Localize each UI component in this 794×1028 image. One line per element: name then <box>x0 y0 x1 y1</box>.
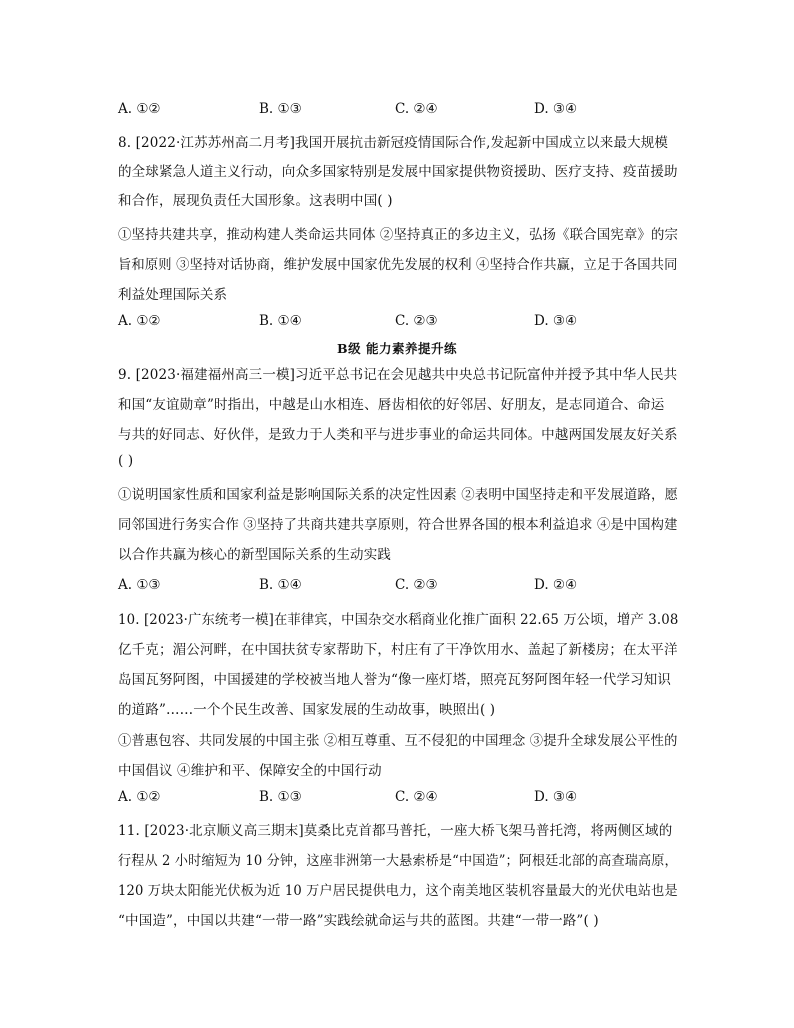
q11-stem-line: “中国造”，中国以共建“一带一路”实践绘就命运与共的蓝图。共建“一带一路”( ) <box>118 913 599 929</box>
q9-statement-line: 同邻国进行务实合作 ③坚持了共商共建共享原则，符合世界各国的根本利益追求 ④是中国构建 <box>118 517 678 533</box>
q8-option-a[interactable]: A. ①② <box>118 313 161 329</box>
q10-option-a[interactable]: A. ①② <box>118 789 161 805</box>
q10-stem-line: 亿千克；湄公河畔，在中国扶贫专家帮助下，村庄有了干净饮用水、盖起了新楼房；在太平洋 <box>118 642 678 658</box>
q9-statement-line: 以合作共赢为核心的新型国际关系的生动实践 <box>118 547 391 563</box>
q10-statement-line: 中国倡议 ④维护和平、保障安全的中国行动 <box>118 763 382 779</box>
q8-option-b[interactable]: B. ①④ <box>259 313 302 329</box>
q8-statement-line: 旨和原则 ③坚持对话协商，维护发展中国家优先发展的权利 ④坚持合作共赢，立足于各国共同 <box>118 257 678 273</box>
q10-stem-line: 10. [2023·广东统考一模]在菲律宾，中国杂交水稻商业化推广面积 22.65 万公顷，增产 3.08 <box>118 612 679 628</box>
q10-option-b[interactable]: B. ①③ <box>259 789 302 805</box>
q7-option-c[interactable]: C. ②④ <box>395 101 438 117</box>
q7-option-d[interactable]: D. ③④ <box>534 101 578 117</box>
q11-stem-line: 11. [2023·北京顺义高三期末]莫桑比克首都马普托，一座大桥飞架马普托湾，将两侧区域的 <box>118 823 673 839</box>
q9-option-b[interactable]: B. ①④ <box>259 577 302 593</box>
q9-stem-line: ( ) <box>118 453 134 469</box>
q11-stem-line: 120 万块太阳能光伏板为近 10 万户居民提供电力，这个南美地区装机容量最大的光伏电站也是 <box>118 883 678 899</box>
q9-statement-line: ①说明国家性质和国家利益是影响国际关系的决定性因素 ②表明中国坚持走和平发展道路，愿 <box>118 487 679 503</box>
q10-option-c[interactable]: C. ②④ <box>395 789 438 805</box>
q10-option-d[interactable]: D. ③④ <box>534 789 578 805</box>
q8-stem-line: 和合作，展现负责任大国形象。这表明中国( ) <box>118 193 393 209</box>
q9-option-a[interactable]: A. ①③ <box>118 577 161 593</box>
q7-option-a[interactable]: A. ①② <box>118 101 161 117</box>
section-heading: B级 能力素养提升练 <box>337 341 457 356</box>
q8-options <box>118 313 678 333</box>
q9-stem-line: 和国“友谊勋章”时指出，中越是山水相连、唇齿相依的好邻居、好朋友，是志同道合、命运 <box>118 397 665 413</box>
q10-stem-line: 的道路”……一个个民生改善、国家发展的生动故事，映照出( ) <box>118 702 496 718</box>
q9-stem-line: 与共的好同志、好伙伴，是致力于人类和平与进步事业的命运共同体。中越两国发展友好关系 <box>118 427 678 443</box>
q10-options <box>118 789 678 809</box>
q10-stem-line: 岛国瓦努阿图，中国援建的学校被当地人誉为“像一座灯塔，照亮瓦努阿图年轻一代学习知识 <box>118 672 672 688</box>
q8-option-c[interactable]: C. ②③ <box>395 313 438 329</box>
q8-stem-line: 的全球紧急人道主义行动，向众多国家特别是发展中国家提供物资援助、医疗支持、疫苗援助 <box>118 164 678 180</box>
q9-option-d[interactable]: D. ②④ <box>534 577 578 593</box>
q10-statement-line: ①普惠包容、共同发展的中国主张 ②相互尊重、互不侵犯的中国理念 ③提升全球发展公平性的 <box>118 733 678 749</box>
q8-statement-line: ①坚持共建共享，推动构建人类命运共同体 ②坚持真正的多边主义，弘扬《联合国宪章》的宗 <box>118 227 679 243</box>
q7-options <box>118 101 678 121</box>
q8-stem-line: 8. [2022·江苏苏州高二月考]我国开展抗击新冠疫情国际合作,发起新中国成立以来最大规模 <box>118 135 669 151</box>
q11-stem-line: 行程从 2 小时缩短为 10 分钟，这座非洲第一大悬索桥是“中国造”；阿根廷北部的高查瑞高原， <box>118 853 678 869</box>
q9-stem-line: 9. [2023·福建福州高三一模]习近平总书记在会见越共中央总书记阮富仲并授予其中华人民共 <box>118 367 678 383</box>
q9-option-c[interactable]: C. ②③ <box>395 577 438 593</box>
q8-statement-line: 利益处理国际关系 <box>118 287 228 303</box>
q9-options <box>118 577 678 597</box>
q8-option-d[interactable]: D. ③④ <box>534 313 578 329</box>
q7-option-b[interactable]: B. ①③ <box>259 101 302 117</box>
